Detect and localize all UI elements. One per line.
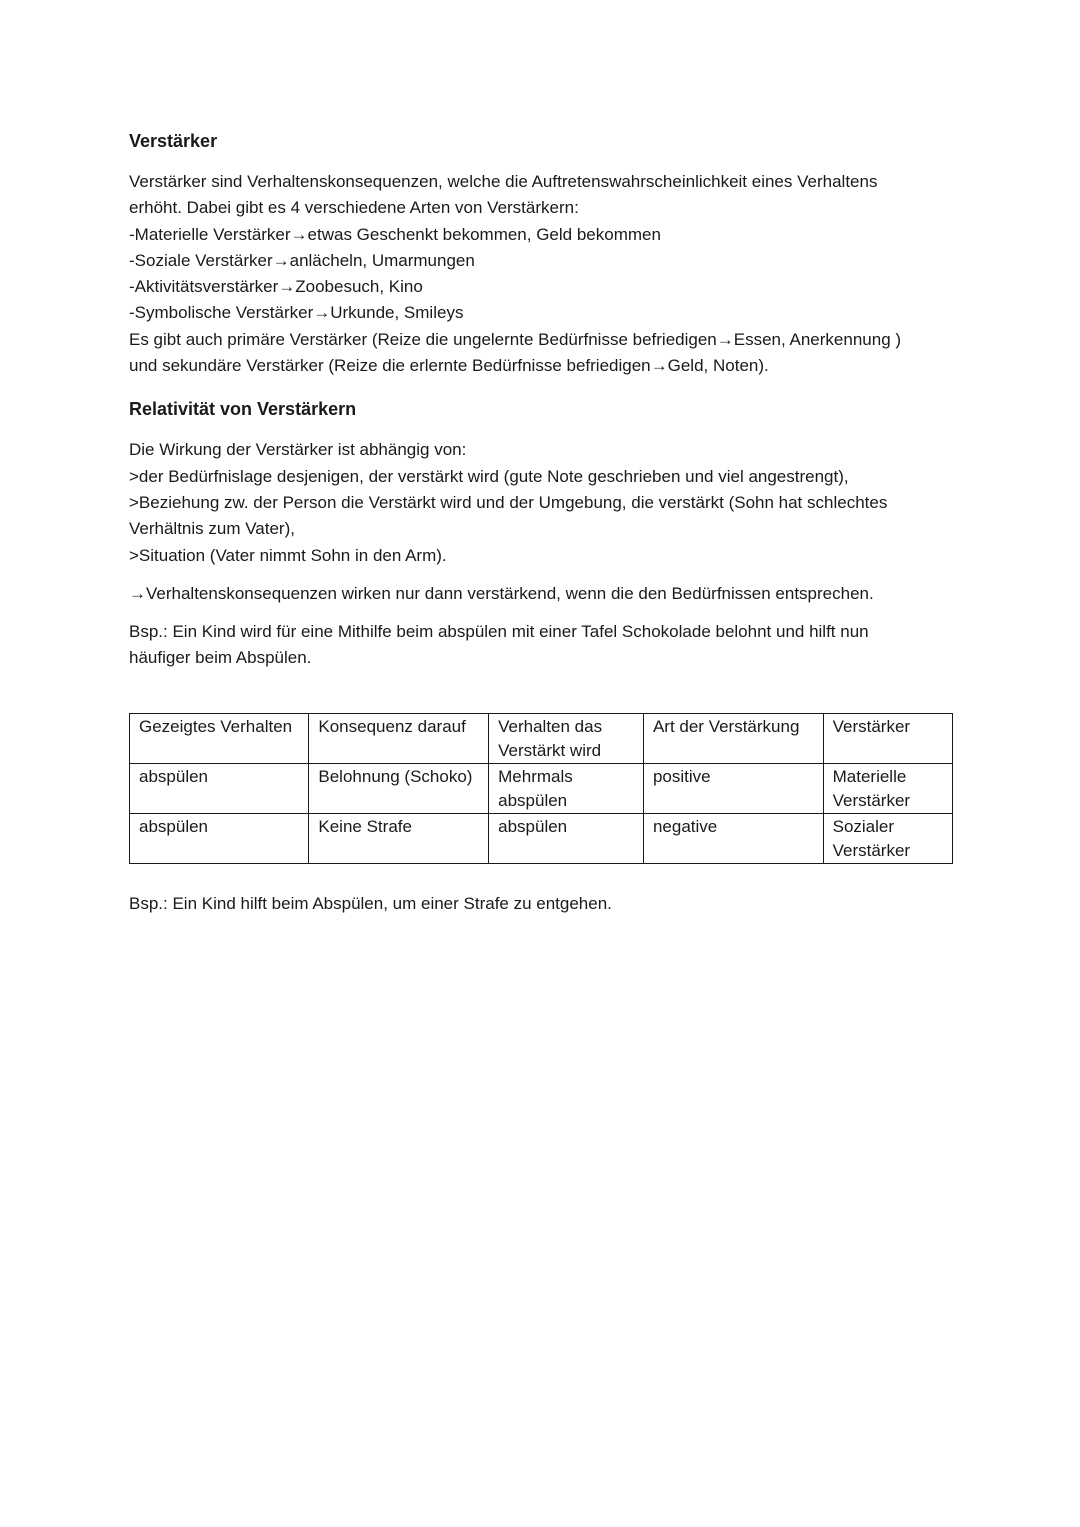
text-line: und sekundäre Verstärker (Reize die erlernte Bedürfnisse befriedigen→Geld, Noten). (129, 356, 769, 376)
table-cell: abspülen (130, 813, 309, 863)
text-line: →Verhaltenskonsequenzen wirken nur dann verstärkend, wenn die den Bedürfnissen entsprechen. (129, 583, 874, 603)
list-item-materielle: -Materielle Verstärker→etwas Geschenkt bekommen, Geld bekommen (129, 224, 661, 244)
intro-paragraph (129, 169, 959, 379)
text-line: Bsp.: Ein Kind wird für eine Mithilfe beim abspülen mit einer Tafel Schokolade belohnt und hilft nun (129, 622, 869, 642)
table-header-cell: Verstärker (823, 713, 952, 763)
conclusion-text (129, 581, 959, 607)
table-cell: Keine Strafe (309, 813, 489, 863)
example-2-text (129, 891, 959, 917)
list-item-symbolische: -Symbolische Verstärker→Urkunde, Smileys (129, 303, 464, 323)
text-line: >Beziehung zw. der Person die Verstärkt wird und der Umgebung, die verstärkt (Sohn hat schlechtes (129, 492, 888, 512)
text-line: Verstärker sind Verhaltenskonsequenzen, welche die Auftretenswahrscheinlichkeit eines Verhaltens (129, 172, 878, 191)
text-line: >der Bedürfnislage desjenigen, der verstärkt wird (gute Note geschrieben und viel angestrengt), (129, 466, 849, 486)
reinforcement-table (129, 713, 953, 864)
example-paragraph (129, 619, 959, 672)
section-title-verstaerker: Verstärker (129, 131, 218, 151)
list-item-aktivitaet: -Aktivitätsverstärker→Zoobesuch, Kino (129, 277, 423, 297)
table-cell: Belohnung (Schoko) (309, 763, 489, 813)
text-line: Verhältnis zum Vater), (129, 519, 295, 539)
document-page (129, 128, 959, 917)
table-row (130, 763, 953, 813)
table-cell: negative (643, 813, 823, 863)
list-item-soziale: -Soziale Verstärker→anlächeln, Umarmungen (129, 250, 475, 270)
table-header-cell: Verhalten das Verstärkt wird (489, 713, 644, 763)
table-cell: Mehrmals abspülen (489, 763, 644, 813)
text-line: Es gibt auch primäre Verstärker (Reize die ungelernte Bedürfnisse befriedigen→Essen, Anerkennung ) (129, 329, 902, 349)
table-cell: positive (643, 763, 823, 813)
table-header-cell: Gezeigtes Verhalten (130, 713, 309, 763)
section-title-relativitaet: Relativität von Verstärkern (129, 399, 357, 420)
text-line: Bsp.: Ein Kind hilft beim Abspülen, um einer Strafe zu entgehen. (129, 893, 612, 913)
text-line: >Situation (Vater nimmt Sohn in den Arm). (129, 545, 447, 565)
text-line: Die Wirkung der Verstärker ist abhängig von: (129, 440, 467, 460)
table-cell: abspülen (489, 813, 644, 863)
table-header-row (130, 713, 953, 763)
table-cell: Sozialer Verstärker (823, 813, 952, 863)
table-row (130, 813, 953, 863)
table-header-cell: Konsequenz darauf (309, 713, 489, 763)
table-cell: abspülen (130, 763, 309, 813)
text-line: häufiger beim Abspülen. (129, 648, 312, 668)
text-line: erhöht. Dabei gibt es 4 verschiedene Arten von Verstärkern: (129, 198, 579, 218)
relativity-paragraph (129, 437, 959, 568)
table-cell: Materielle Verstärker (823, 763, 952, 813)
table-header-cell: Art der Verstärkung (643, 713, 823, 763)
